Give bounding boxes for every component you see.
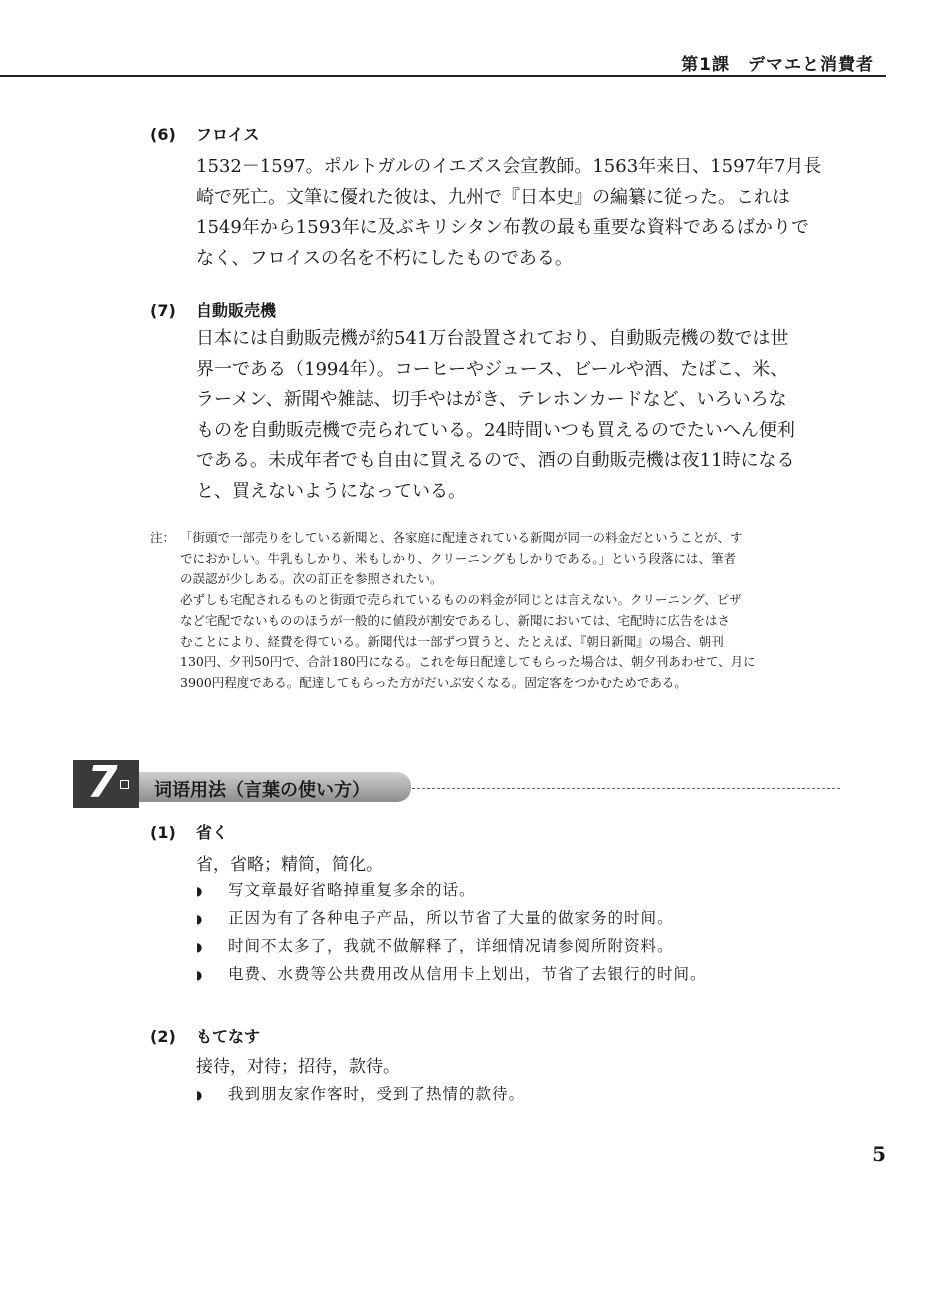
vocab-number: (1) xyxy=(150,823,176,842)
text-line: 界一である（1994年）。コーヒーやジュース、ビールや酒、たばこ、米、 xyxy=(196,358,789,380)
example-sentence xyxy=(196,962,707,984)
vocab-definition: 接待，对待；招待，款待。 xyxy=(196,1057,400,1077)
example-text: 写文章最好省略掉重复多余的话。 xyxy=(228,881,476,899)
footnote-line: 3900円程度である。配達してもらった方がだいぶ安くなる。固定客をつかむためである。 xyxy=(180,674,687,690)
text-line: ものを自動販売機で売られている。24時間いつも買えるのでたいへん便利 xyxy=(196,419,795,441)
example-sentence xyxy=(196,1082,525,1104)
footnote-line: でにおかしい。牛乳もしかり、米もしかり、クリーニングもしかりである。」という段落には、筆者 xyxy=(180,550,737,566)
example-text: 正因为有了各种电子产品，所以节省了大量的做家务的时间。 xyxy=(228,909,674,927)
footnote xyxy=(150,528,870,694)
note-item-title: 自動販売機 xyxy=(196,301,277,320)
note-item-body xyxy=(196,324,856,507)
note-item-number: (7) xyxy=(150,301,176,320)
text-line: と、買えないようになっている。 xyxy=(196,480,466,502)
example-text: 电费、水费等公共费用改从信用卡上划出，节省了去银行的时间。 xyxy=(228,965,707,983)
bullet-icon: ◗ xyxy=(196,940,203,954)
text-line: である。未成年者でも自由に買えるので、酒の自動販売機は夜11時になる xyxy=(196,450,795,471)
text-line: 日本には自動販売機が約541万台設置されており、自動販売機の数では世 xyxy=(196,328,789,349)
section-dashed-rule xyxy=(412,788,840,789)
footnote-line: 130円、夕刊50円で、合計180円になる。これを毎日配達してもらった場合は、朝夕刊あわせて、月に xyxy=(180,654,756,670)
vocab-word: 省く xyxy=(196,823,229,842)
note-item-title: フロイス xyxy=(196,125,260,144)
square-icon xyxy=(120,780,129,789)
vocab-heading xyxy=(150,1024,260,1047)
header-title: 第1課 デマエと消費者 xyxy=(681,55,874,75)
note-item-number: (6) xyxy=(150,125,176,144)
text-line: ラーメン、新聞や雑誌、切手やはがき、テレホンカードなど、いろいろな xyxy=(196,389,787,410)
footnote-label: 注： xyxy=(150,530,176,545)
header-rule xyxy=(0,75,886,77)
note-item-body xyxy=(196,152,856,274)
section-number-badge xyxy=(73,757,139,808)
footnote-line: など宅配でないもののほうが一般的に値段が割安であるし、新聞においては、宅配時に広告をはさ xyxy=(180,612,731,628)
bullet-icon: ◗ xyxy=(196,968,203,982)
vocab-heading xyxy=(150,820,228,843)
note-item-heading xyxy=(150,298,276,321)
text-line: なく、フロイスの名を不朽にしたものである。 xyxy=(196,247,573,269)
bullet-icon: ◗ xyxy=(196,912,203,926)
text-line: 1549年から1593年に及ぶキリシタン布教の最も重要な資料であるばかりで xyxy=(196,217,809,238)
text-line: 1532－1597。ポルトガルのイエズス会宣教師。1563年来日、1597年7月長 xyxy=(196,156,822,177)
vocab-word: もてなす xyxy=(196,1027,261,1046)
footnote-line: 必ずしも宅配されるものと街頭で売られているものの料金が同じとは言えない。クリーニング、ピザ xyxy=(180,592,742,608)
example-sentence xyxy=(196,934,674,956)
note-item-heading xyxy=(150,122,259,145)
footnote-line: むことにより、経費を得ている。新聞代は一部ずつ買うと、たとえば、『朝日新聞』の場合、朝刊 xyxy=(180,633,724,649)
bullet-icon: ◗ xyxy=(196,1088,203,1102)
section-title: 词语用法（言葉の使い方） xyxy=(154,780,370,801)
example-sentence xyxy=(196,878,476,900)
bullet-icon: ◗ xyxy=(196,884,203,898)
vocab-number: (2) xyxy=(150,1027,176,1046)
example-sentence xyxy=(196,906,674,928)
text-line: 崎で死亡。文筆に優れた彼は、九州で『日本史』の編纂に従った。これは xyxy=(196,186,790,208)
example-text: 我到朋友家作客时，受到了热情的款待。 xyxy=(228,1085,526,1103)
page-number: 5 xyxy=(872,1142,886,1166)
section-number: 7 xyxy=(87,757,118,808)
footnote-line: の誤認が少しある。次の訂正を参照されたい。 xyxy=(180,571,443,587)
example-text: 时间不太多了，我就不做解释了，详细情况请参阅所附资料。 xyxy=(228,937,674,955)
footnote-line: 「街頭で一部売りをしている新聞と、各家庭に配達されている新聞が同一の料金だということが、す xyxy=(180,530,743,545)
vocab-definition: 省，省略；精简，简化。 xyxy=(196,855,383,875)
